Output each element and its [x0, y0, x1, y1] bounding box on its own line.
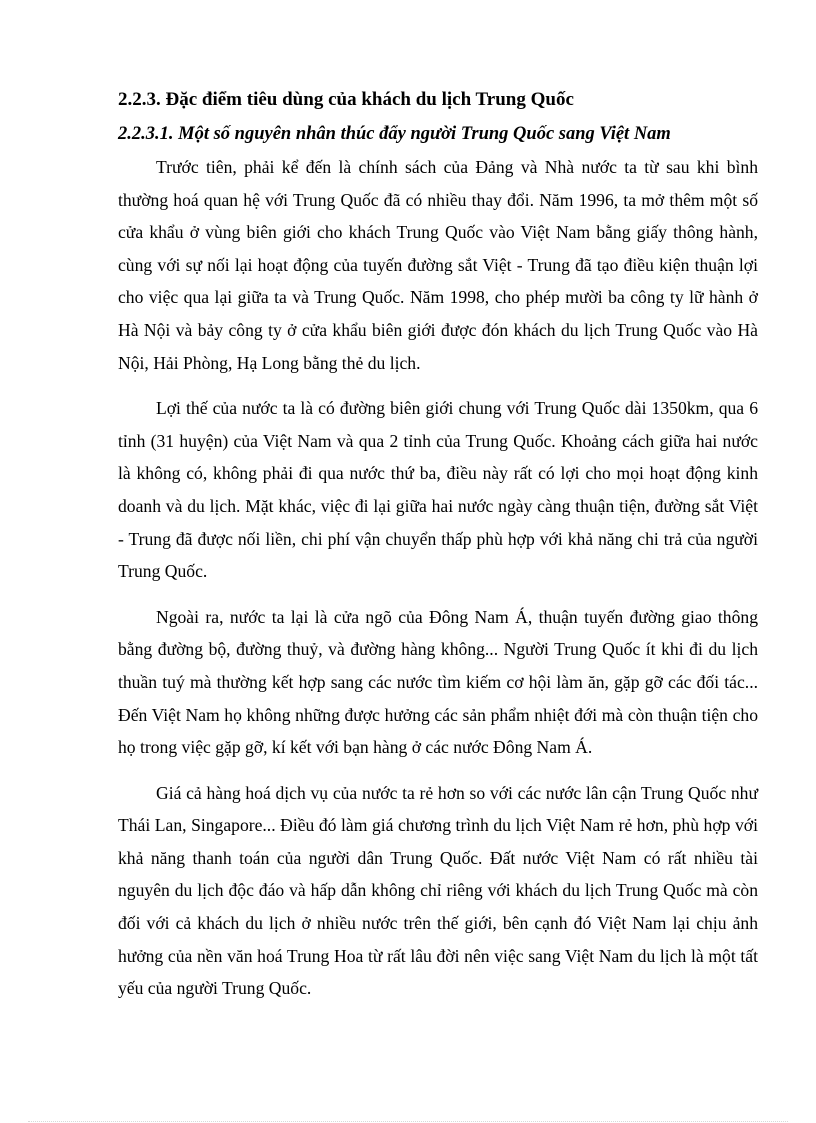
page-bottom-divider	[28, 1121, 788, 1122]
document-page	[118, 87, 758, 1018]
subsection-heading: 2.2.3.1. Một số nguyên nhân thúc đẩy người Trung Quốc sang Việt Nam	[118, 124, 671, 144]
section-heading: 2.2.3. Đặc điểm tiêu dùng của khách du lịch Trung Quốc	[118, 89, 574, 110]
paragraph-gateway: Ngoài ra, nước ta lại là cửa ngõ của Đông Nam Á, thuận tuyến đường giao thông bằng đường bộ, đường thuỷ, và đường hàng không... Người Trung Quốc ít khi đi du lịch thuần tuý mà thường kết hợp sang các nước tìm kiếm cơ hội làm ăn, gặp gỡ các đối tác... Đến Việt Nam họ không những được hưởng các sản phẩm nhiệt đới mà còn thuận tiện cho họ trong việc gặp gỡ, kí kết với bạn hàng ở các nước Đông Nam Á.	[118, 606, 758, 758]
paragraph-prices: Giá cả hàng hoá dịch vụ của nước ta rẻ hơn so với các nước lân cận Trung Quốc như Thái Lan, Singapore... Điều đó làm giá chương trình du lịch Việt Nam rẻ hơn, phù hợp với khả năng thanh toán của người dân Trung Quốc. Đất nước Việt Nam có rất nhiều tài nguyên du lịch độc đáo và hấp dẫn không chỉ riêng với khách du lịch Trung Quốc mà còn đối với cả khách du lịch ở nhiều nước trên thế giới, bên cạnh đó Việt Nam lại chịu ảnh hưởng của nền văn hoá Trung Hoa từ rất lâu đời nên việc sang Việt Nam du lịch là một tất yếu của người Trung Quốc.	[118, 782, 758, 999]
paragraph-policy: Trước tiên, phải kể đến là chính sách của Đảng và Nhà nước ta từ sau khi bình thường hoá quan hệ với Trung Quốc đã có nhiều thay đổi. Năm 1996, ta mở thêm một số cửa khẩu ở vùng biên giới cho khách Trung Quốc vào Việt Nam bằng giấy thông hành, cùng với sự nối lại hoạt động của tuyến đường sắt Việt - Trung đã tạo điều kiện thuận lợi cho việc qua lại giữa ta và Trung Quốc. Năm 1998, cho phép mười ba công ty lữ hành ở Hà Nội và bảy công ty ở cửa khẩu biên giới được đón khách du lịch Trung Quốc vào Hà Nội, Hải Phòng, Hạ Long bằng thẻ du lịch.	[118, 157, 758, 373]
paragraph-border-advantage: Lợi thế của nước ta là có đường biên giới chung với Trung Quốc dài 1350km, qua 6 tỉnh (31 huyện) của Việt Nam và qua 2 tỉnh của Trung Quốc. Khoảng cách giữa hai nước là không có, không phải đi qua nước thứ ba, điều này rất có lợi cho mọi hoạt động kinh doanh và du lịch. Mặt khác, việc đi lại giữa hai nước ngày càng thuận tiện, đường sắt Việt - Trung đã được nối liền, chi phí vận chuyển thấp phù hợp với khả năng chi trả của người Trung Quốc.	[118, 398, 758, 582]
